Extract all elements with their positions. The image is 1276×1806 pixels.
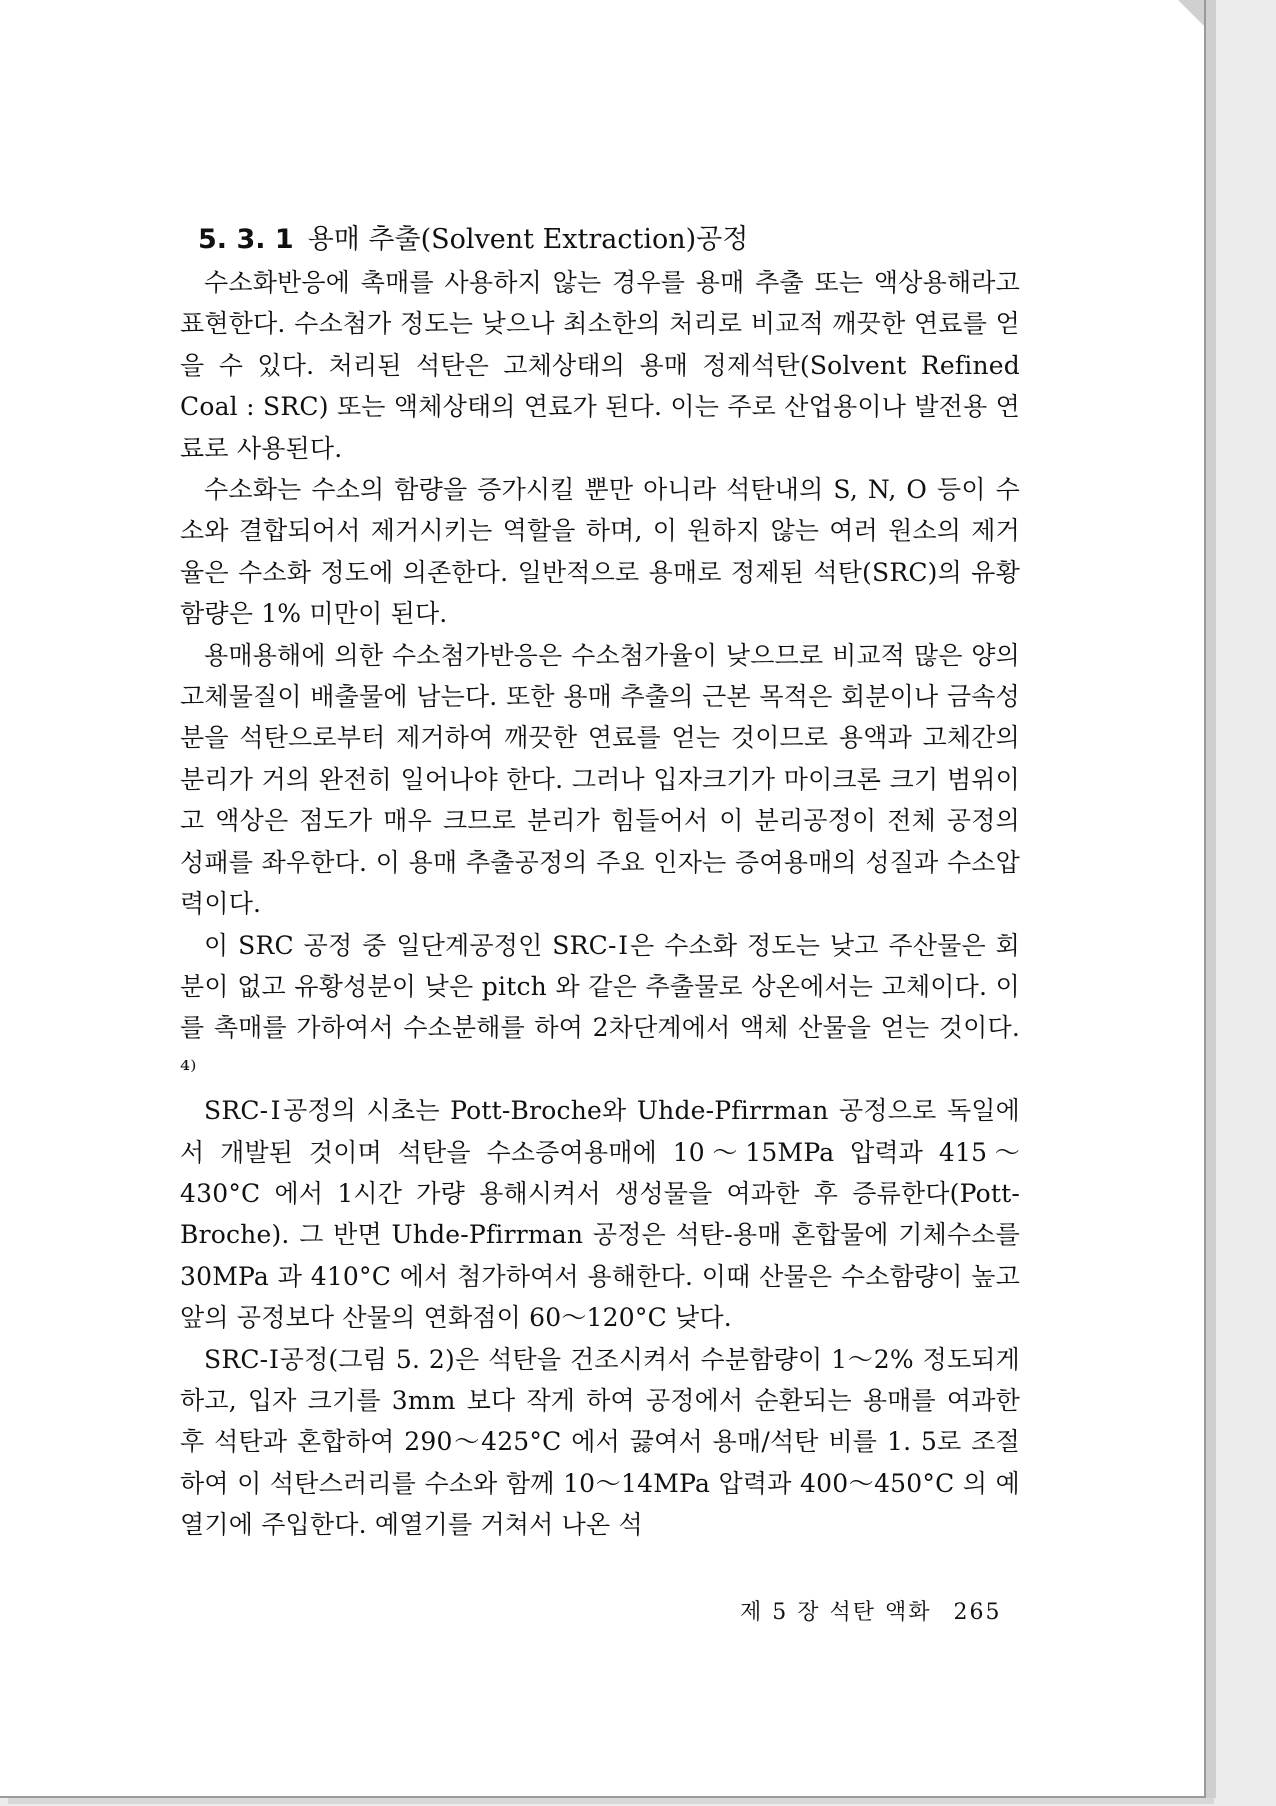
section-title: 용매 추출(Solvent Extraction)공정	[307, 224, 749, 255]
page-number: 265	[953, 1600, 1002, 1625]
section-number: 5. 3. 1	[198, 224, 294, 255]
section-heading	[198, 220, 1020, 260]
paragraph-5: SRC-Ⅰ공정의 시초는 Pott-Broche와 Uhde-Pfirrman 공정으로 독일에서 개발된 것이며 석탄을 수소증여용매에 10～15MPa 압력과 415～430°C 에서 1시간 가량 용해시켜서 생성물을 여과한 후 증류한다(Pott-Broche). 그 반면 Uhde-Pfirrman 공정은 석탄-용매 혼합물에 기체수소를 30MPa 과 410°C 에서 첨가하여서 용해한다. 이때 산물은 수소함량이 높고 앞의 공정보다 산물의 연화점이 60～120°C 낮다.	[180, 1096, 1020, 1333]
paragraph-6: SRC-Ⅰ공정(그림 5. 2)은 석탄을 건조시켜서 수분함량이 1～2% 정도되게 하고, 입자 크기를 3mm 보다 작게 하여 공정에서 순환되는 용매를 여과한 후 석탄과 혼합하여 290～425°C 에서 끓여서 용매/석탄 비를 1. 5로 조절하여 이 석탄스러리를 수소와 함께 10～14MPa 압력과 400～450°C 의 예열기에 주입한다. 예열기를 거쳐서 나온 석	[180, 1344, 1020, 1540]
page-corner	[1178, 0, 1204, 26]
paragraph-4: 이 SRC 공정 중 일단계공정인 SRC-Ⅰ은 수소화 정도는 낮고 주산물은 회분이 없고 유황성분이 낮은 pitch 와 같은 추출물로 상온에서는 고체이다. 이를 촉매를 가하여서 수소분해를 하여 2차단계에서 액체 산물을 얻는 것이다. ⁴⁾	[180, 930, 1020, 1084]
chapter-label: 제 5 장 석탄 액화	[740, 1600, 932, 1625]
paragraph-2: 수소화는 수소의 함량을 증가시킬 뿐만 아니라 석탄내의 S, N, O 등이 수소와 결합되어서 제거시키는 역할을 하며, 이 원하지 않는 여러 원소의 제거율은 수소화 정도에 의존한다. 일반적으로 용매로 정제된 석탄(SRC)의 유황함량은 1% 미만이 된다.	[180, 475, 1020, 629]
page-body	[180, 220, 1020, 1546]
paragraph-3: 용매용해에 의한 수소첨가반응은 수소첨가율이 낮으므로 비교적 많은 양의 고체물질이 배출물에 남는다. 또한 용매 추출의 근본 목적은 회분이나 금속성분을 석탄으로부터 제거하여 깨끗한 연료를 얻는 것이므로 용액과 고체간의 분리가 거의 완전히 일어나야 한다. 그러나 입자크기가 마이크론 크기 범위이고 액상은 점도가 매우 크므로 분리가 힘들어서 이 분리공정이 전체 공정의 성패를 좌우한다. 이 용매 추출공정의 주요 인자는 증여용매의 성질과 수소압력이다.	[180, 640, 1020, 919]
paragraph-1: 수소화반응에 촉매를 사용하지 않는 경우를 용매 추출 또는 액상용해라고 표현한다. 수소첨가 정도는 낮으나 최소한의 처리로 비교적 깨끗한 연료를 얻을 수 있다. 처리된 석탄은 고체상태의 용매 정제석탄(Solvent Refined Coal : SRC) 또는 액체상태의 연료가 된다. 이는 주로 산업용이나 발전용 연료로 사용된다.	[180, 268, 1020, 463]
page-footer	[740, 1598, 1001, 1628]
